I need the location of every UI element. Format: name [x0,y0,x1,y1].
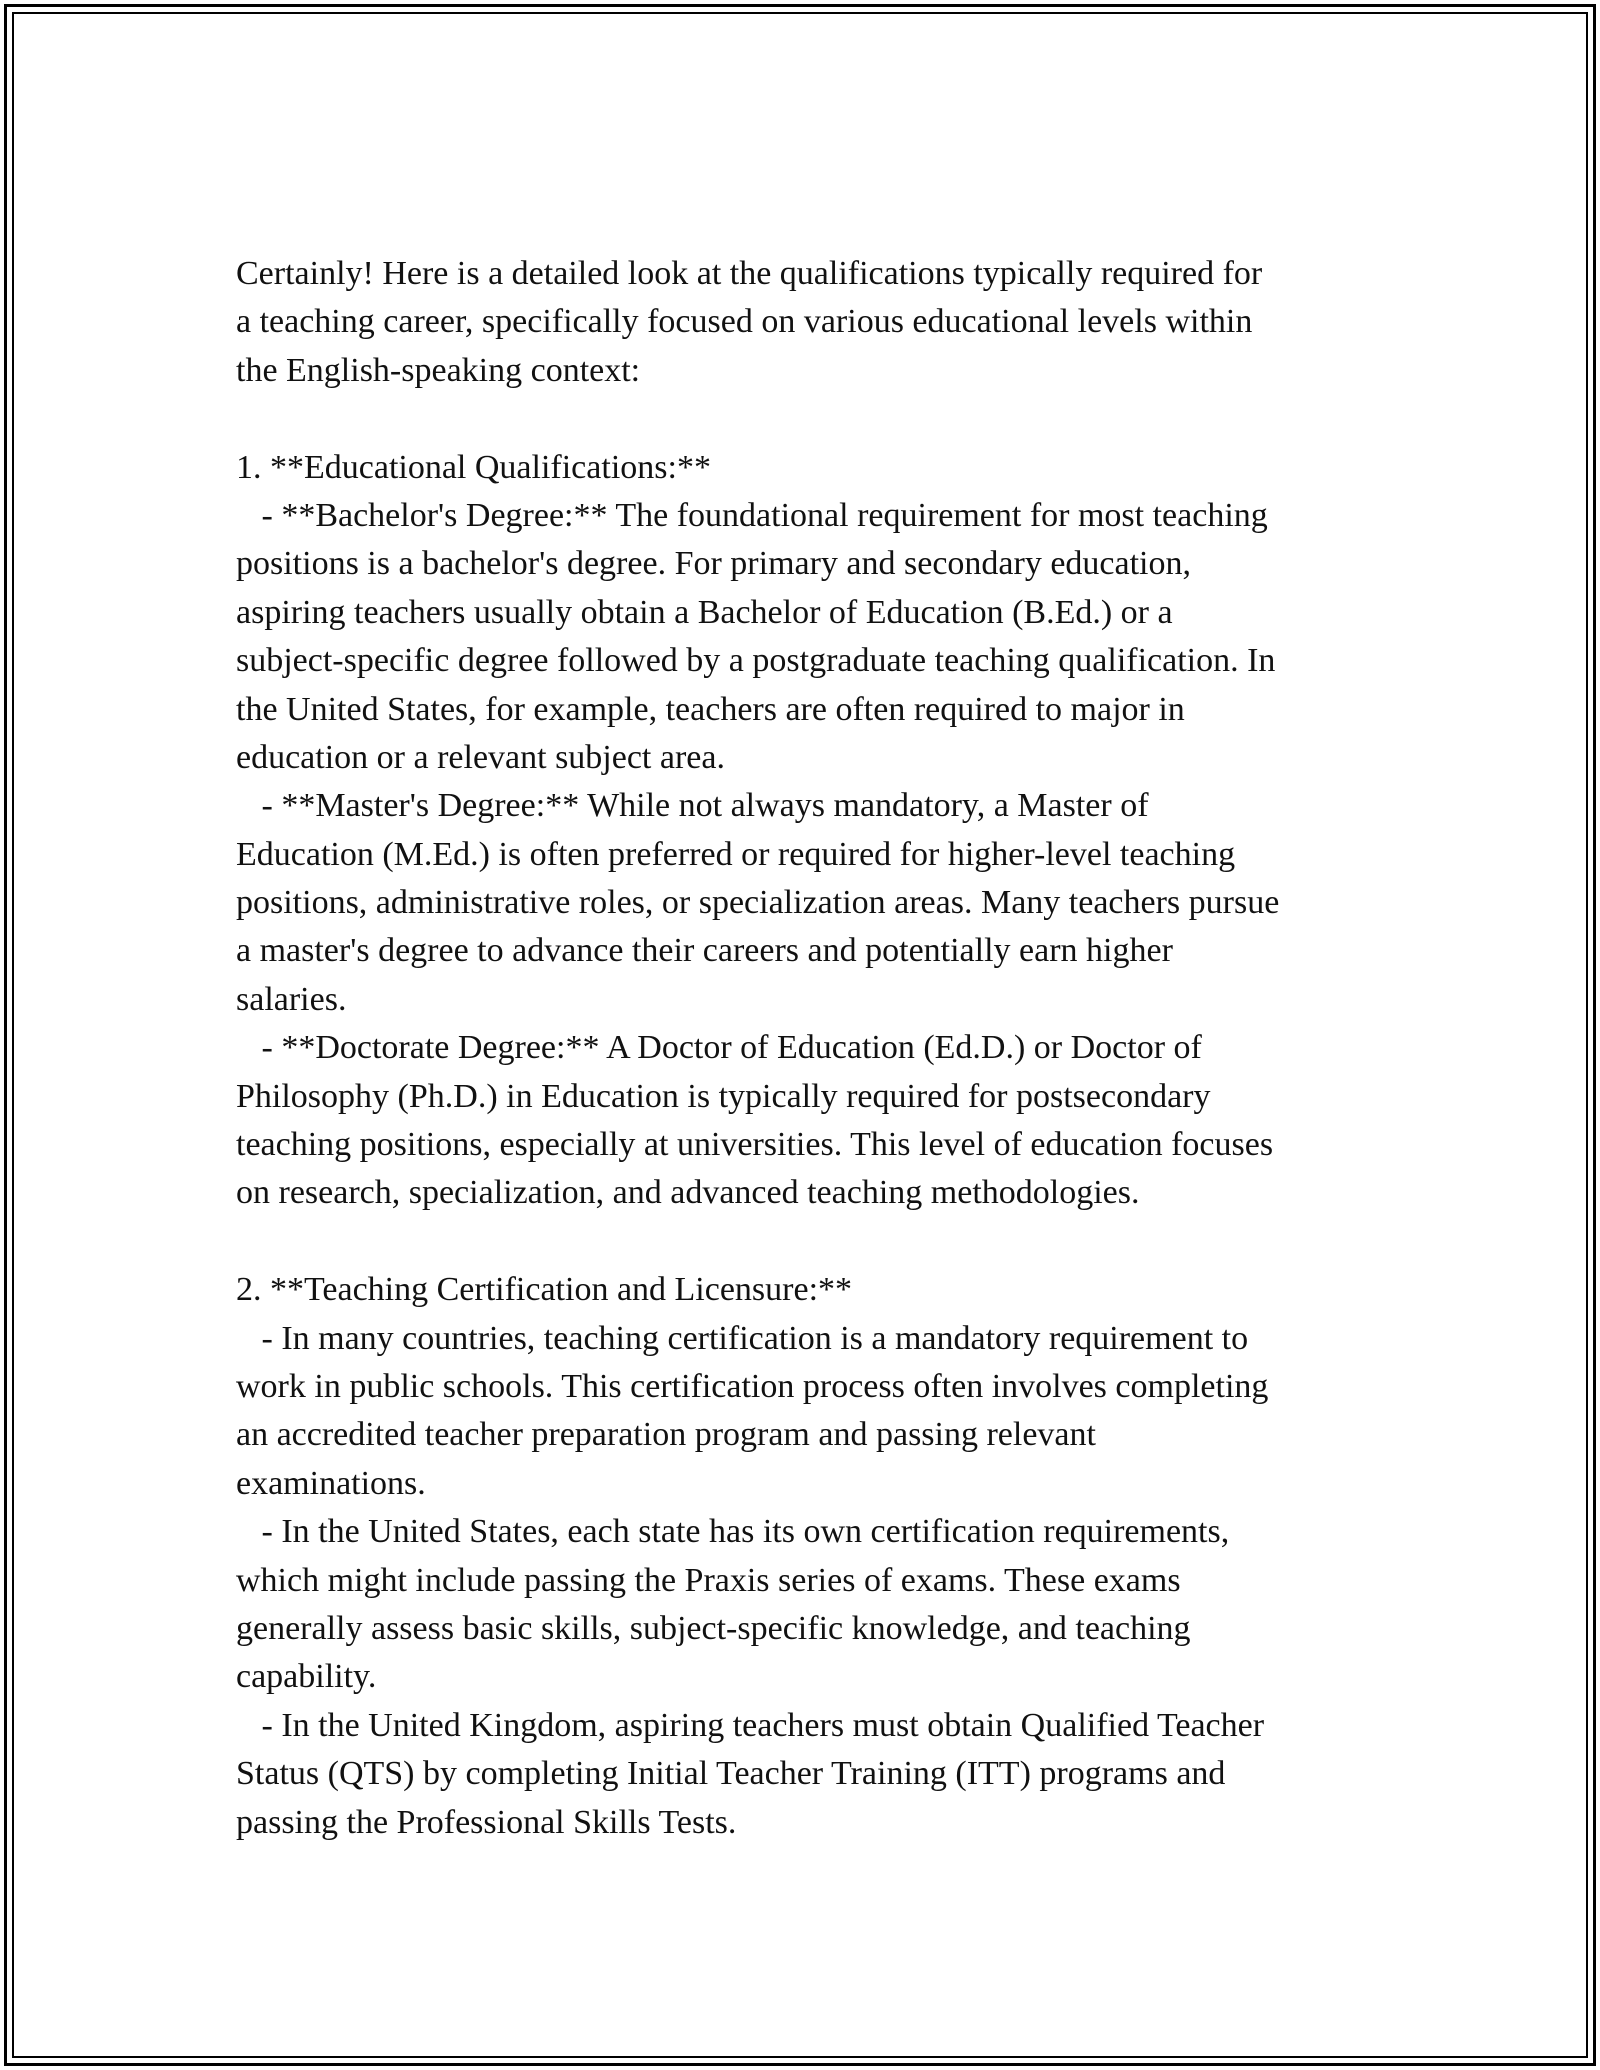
blank-line [236,395,1372,443]
text-line: positions, administrative roles, or specialization areas. Many teachers pursue [236,884,1280,922]
blank-line [236,1218,1372,1266]
text-line: Education (M.Ed.) is often preferred or required for higher-level teaching [236,835,1236,873]
text-line: - **Doctorate Degree:** A Doctor of Education (Ed.D.) or Doctor of [236,1029,1202,1067]
text-line: the United States, for example, teachers are often required to major in [236,690,1185,728]
certification-us-item [236,1508,1372,1702]
section-educational-qualifications [236,444,1372,1218]
intro-paragraph [236,250,1372,395]
text-line: education or a relevant subject area. [236,738,725,776]
text-line: generally assess basic skills, subject-specific knowledge, and teaching [236,1609,1191,1647]
text-line: the English-speaking context: [236,351,641,389]
text-line: subject-specific degree followed by a postgraduate teaching qualification. In [236,642,1276,680]
text-line: teaching positions, especially at universities. This level of education focuses [236,1126,1274,1164]
text-line: - In many countries, teaching certification is a mandatory requirement to [236,1319,1249,1357]
text-line: an accredited teacher preparation program and passing relevant [236,1416,1096,1454]
text-line: positions is a bachelor's degree. For primary and secondary education, [236,545,1192,583]
section-heading: 2. **Teaching Certification and Licensure:** [236,1271,853,1309]
certification-uk-item [236,1702,1372,1847]
bachelor-degree-item [236,492,1372,782]
text-line: examinations. [236,1464,426,1502]
text-line: a master's degree to advance their careers and potentially earn higher [236,932,1173,970]
certification-general-item [236,1315,1372,1509]
text-line: on research, specialization, and advanced teaching methodologies. [236,1174,1140,1212]
text-line: salaries. [236,980,347,1018]
section-teaching-certification [236,1266,1372,1847]
master-degree-item [236,782,1372,1024]
document-body [236,250,1372,1847]
doctorate-degree-item [236,1024,1372,1218]
text-line: - In the United States, each state has its own certification requirements, [236,1513,1230,1551]
text-line: which might include passing the Praxis series of exams. These exams [236,1561,1181,1599]
text-line: aspiring teachers usually obtain a Bachelor of Education (B.Ed.) or a [236,593,1173,631]
text-line: capability. [236,1658,377,1696]
text-line: Status (QTS) by completing Initial Teacher Training (ITT) programs and [236,1755,1226,1793]
text-line: - **Master's Degree:** While not always mandatory, a Master of [236,787,1149,825]
text-line: Philosophy (Ph.D.) in Education is typically required for postsecondary [236,1077,1211,1115]
text-line: passing the Professional Skills Tests. [236,1803,737,1841]
text-line: - In the United Kingdom, aspiring teachers must obtain Qualified Teacher [236,1706,1265,1744]
text-line: work in public schools. This certification process often involves completing [236,1367,1269,1405]
text-line: Certainly! Here is a detailed look at the qualifications typically required for [236,255,1263,292]
text-line: a teaching career, specifically focused on various educational levels within [236,303,1253,341]
text-line: - **Bachelor's Degree:** The foundational requirement for most teaching [236,496,1268,534]
section-heading: 1. **Educational Qualifications:** [236,448,711,486]
